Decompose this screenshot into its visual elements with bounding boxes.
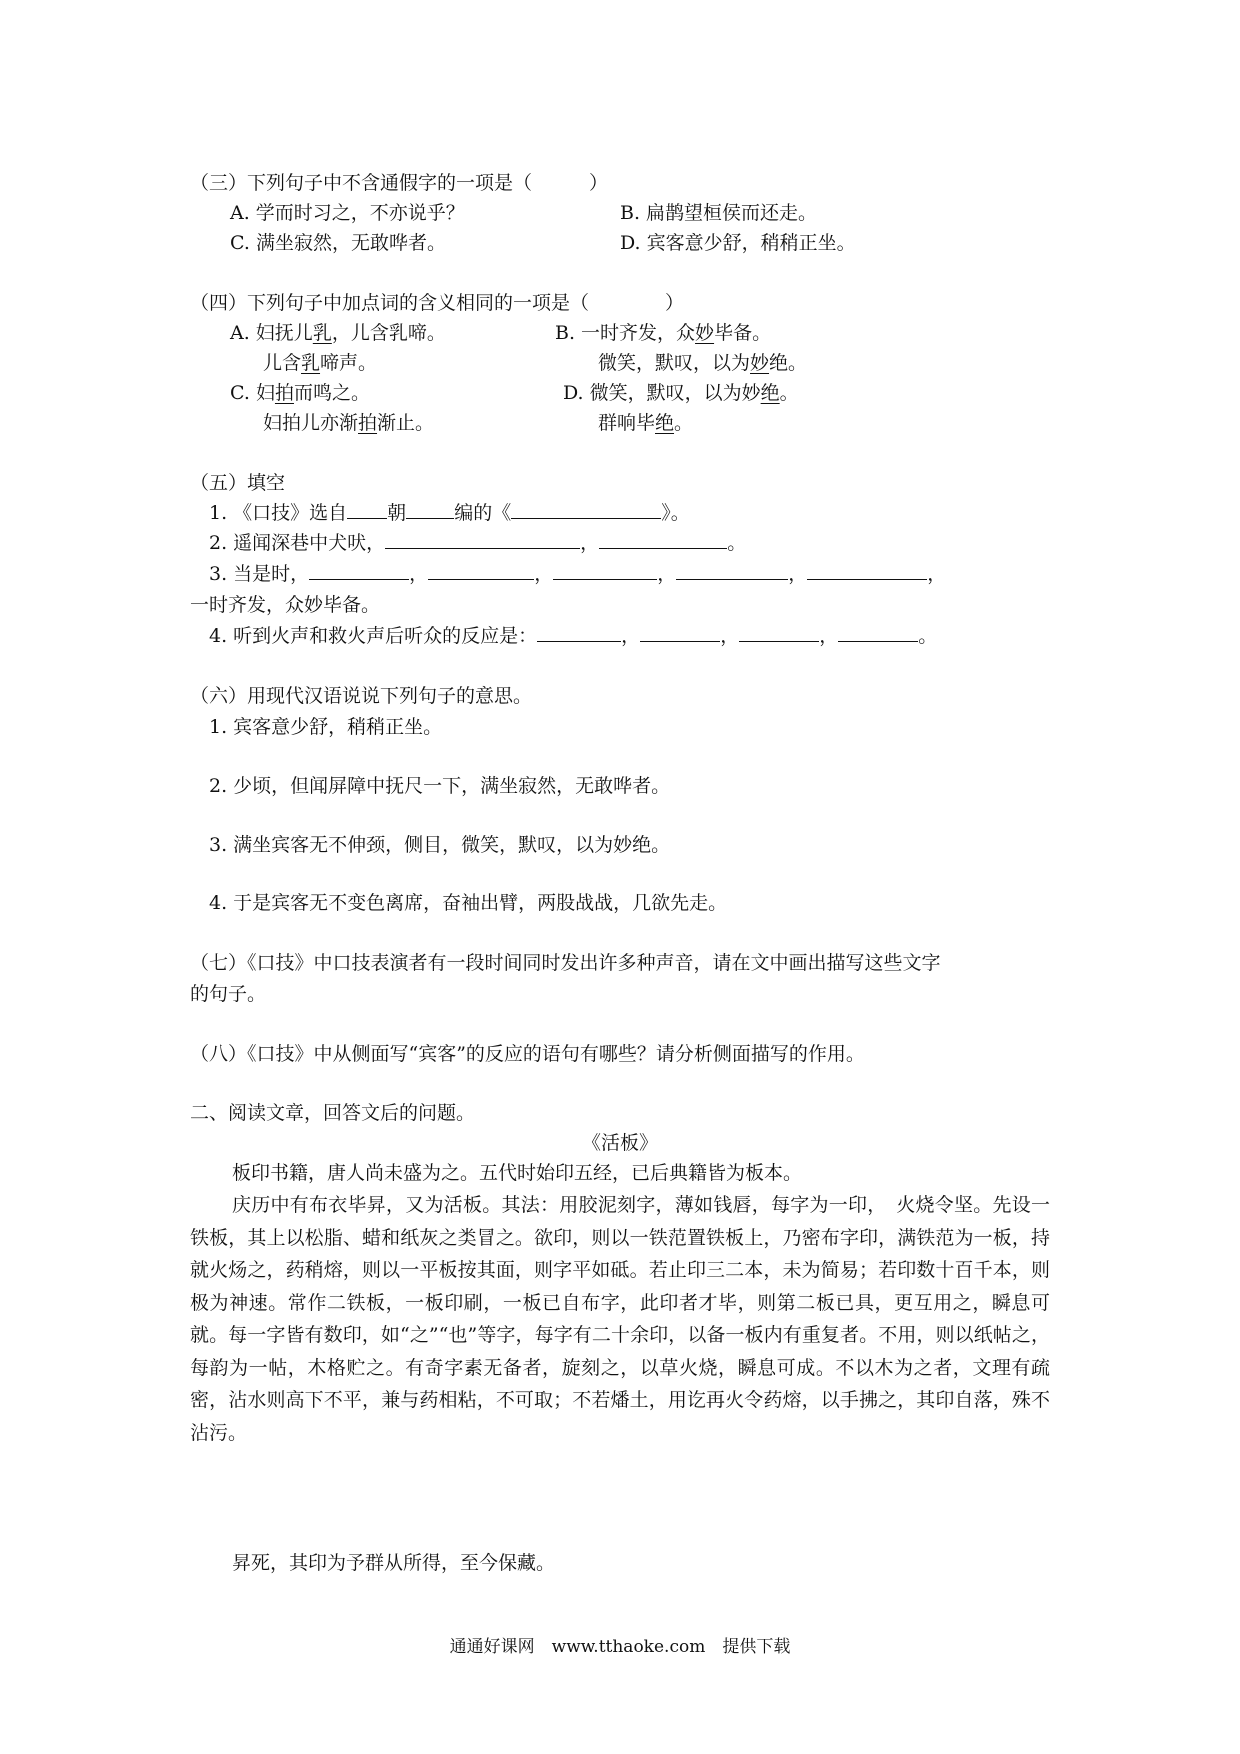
dotted-word: 拍 [358, 412, 378, 434]
q4-option-b-line1: B. 一时齐发，众妙毕备。 [555, 322, 772, 344]
dotted-word: 绝 [760, 382, 780, 404]
answer-blank[interactable] [640, 623, 720, 642]
q6-sentence-3: 3. 满坐宾客无不伸颈，侧目，微笑，默叹，以为妙绝。 [209, 834, 671, 856]
q6-stem: （六）用现代汉语说说下列句子的意思。 [190, 685, 533, 707]
dotted-word: 妙 [695, 322, 715, 344]
q6-sentence-4: 4. 于是宾客无不变色离席，奋袖出臂，两股战战，几欲先走。 [209, 892, 728, 914]
answer-blank[interactable] [347, 500, 387, 519]
part2-heading: 二、阅读文章，回答文后的问题。 [190, 1102, 476, 1124]
answer-blank[interactable] [739, 623, 819, 642]
q3-stem: （三）下列句子中不含通假字的一项是（ ） [190, 172, 609, 194]
q4-stem: （四）下列句子中加点词的含义相同的一项是（ ） [190, 292, 685, 314]
q7-line-1: （七）《口技》中口技表演者有一段时间同时发出许多种声音，请在文中画出描写这些文字 [190, 952, 941, 974]
passage-title: 《活板》 [581, 1132, 658, 1154]
passage-paragraph-3: 昇死，其印为予群从所得，至今保藏。 [232, 1552, 556, 1574]
answer-blank[interactable] [676, 561, 788, 580]
answer-blank[interactable] [309, 561, 409, 580]
answer-blank[interactable] [511, 500, 661, 519]
answer-blank[interactable] [838, 623, 918, 642]
dotted-word: 拍 [274, 382, 294, 404]
q5-item-1: 1. 《口技》选自 朝 编的《 》。 [209, 502, 690, 524]
passage-paragraph-2: 庆历中有布衣毕昇，又为活板。其法：用胶泥刻字，薄如钱唇，每字为一印， 火烧令坚。先设一铁板，其上以松脂、蜡和纸灰之类冒之。欲印，则以一铁范置铁板上，乃密布字印，满铁范为一板，持就火炀之，药稍熔，则以一平板按其面，则字平如砥。若止印三二本，未为简易；若印数十百千本，则极为神速。常作二铁板，一板印刷，一板已自布字，此印者才毕，则第二板已具，更互用之，瞬息可就。每一字皆有数印，如“之”“也”等字，每字有二十余印，以备一板内有重复者。不用，则以纸帖之，每韵为一帖，木格贮之。有奇字素无备者，旋刻之，以草火烧，瞬息可成。不以木为之者，文理有疏密，沾水则高下不平，兼与药相粘，不可取；不若燔土，用讫再火令药熔，以手拂之，其印自落，殊不沾污。 [190, 1194, 1050, 1444]
q6-sentence-2: 2. 少顷，但闻屏障中抚尺一下，满坐寂然，无敢哗者。 [209, 775, 671, 797]
q3-option-b: B. 扁鹊望桓侯而还走。 [620, 202, 818, 224]
q3-option-c: C. 满坐寂然，无敢哗者。 [230, 232, 446, 254]
dotted-word: 乳 [312, 322, 332, 344]
q4-option-a-line2: 儿含乳啼声。 [263, 352, 378, 374]
q7-line-2: 的句子。 [190, 983, 267, 1005]
page-footer: 通通好课网 www.tthaoke.com 提供下载 [449, 1637, 791, 1657]
q4-option-a-line1: A. 妇抚儿乳，儿含乳啼。 [230, 322, 446, 344]
dotted-word: 乳 [301, 352, 321, 374]
q5-item-3: 3. 当是时， ， ， ， ， ， [209, 563, 947, 585]
answer-blank[interactable] [385, 530, 580, 549]
answer-blank[interactable] [428, 561, 534, 580]
q4-option-b-line2: 微笑，默叹，以为妙绝。 [598, 352, 808, 374]
answer-blank[interactable] [599, 530, 727, 549]
q3-option-a: A. 学而时习之，不亦说乎？ [230, 202, 465, 224]
dotted-word: 绝 [655, 412, 675, 434]
q5-item-2: 2. 遥闻深巷中犬吠， ， 。 [209, 532, 747, 554]
answer-blank[interactable] [553, 561, 657, 580]
q4-option-c-line2: 妇拍儿亦渐拍渐止。 [263, 412, 435, 434]
answer-blank[interactable] [406, 500, 454, 519]
answer-blank[interactable] [537, 623, 621, 642]
q4-option-c-line1: C. 妇拍而鸣之。 [230, 382, 370, 404]
dotted-word: 妙 [750, 352, 770, 374]
q5-item-3-continued: 一时齐发，众妙毕备。 [190, 594, 381, 616]
q8-line-1: （八）《口技》中从侧面写“宾客”的反应的语句有哪些？请分析侧面描写的作用。 [190, 1043, 865, 1065]
q5-stem: （五）填空 [190, 472, 286, 494]
passage-paragraph-1: 板印书籍，唐人尚未盛为之。五代时始印五经，已后典籍皆为板本。 [232, 1162, 803, 1184]
q6-sentence-1: 1. 宾客意少舒，稍稍正坐。 [209, 716, 443, 738]
q3-option-d: D. 宾客意少舒，稍稍正坐。 [620, 232, 856, 254]
q4-option-d-line2: 群响毕绝。 [598, 412, 694, 434]
q4-option-d-line1: D. 微笑，默叹，以为妙绝。 [563, 382, 799, 404]
answer-blank[interactable] [807, 561, 927, 580]
q5-item-4: 4. 听到火声和救火声后听众的反应是： ， ， ， 。 [209, 625, 938, 647]
